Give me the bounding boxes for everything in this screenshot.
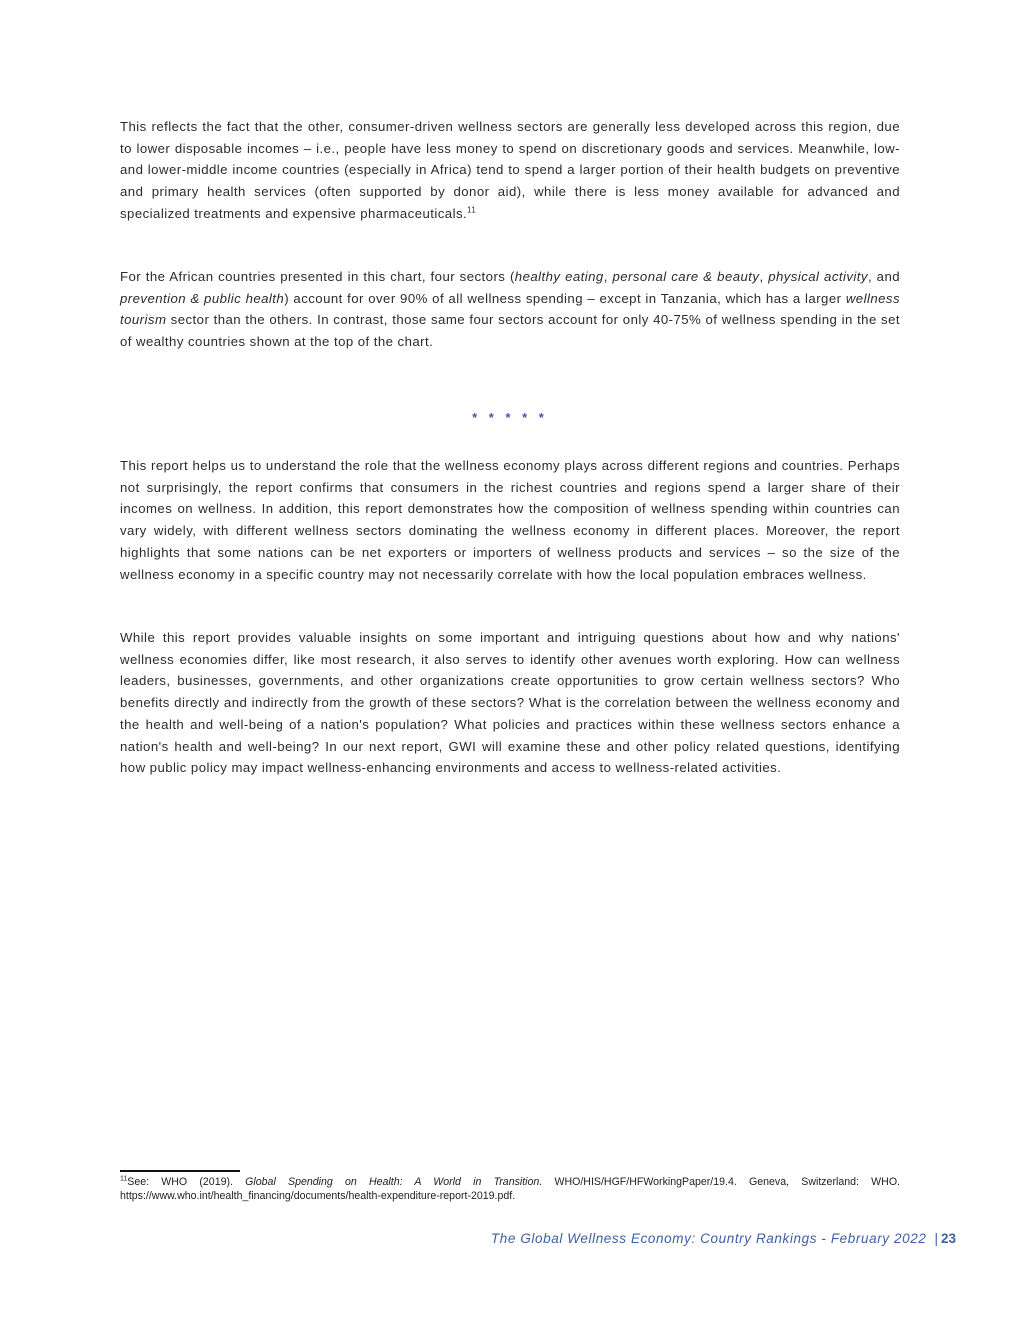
page-footer (491, 1231, 956, 1246)
paragraph-2-text: , and (867, 269, 901, 284)
paragraph-3: This report helps us to understand the role that the wellness economy plays across different regions and countries. Perhaps not surprisingly, the report confirms that consumers in the richest countries and regions spend a larger share of their incomes on wellness. In addition, this report demonstrates how the composition of wellness spending within countries can vary widely, with different wellness sectors dominating the wellness economy in different places. Moreover, the report highlights that some nations can be net exporters or importers of wellness products and services – so the size of the wellness economy in a specific country may not necessarily correlate with how the local population embraces wellness. (120, 458, 900, 582)
paragraph-2-text: For the African countries presented in this chart, four sectors ( (120, 269, 515, 284)
paragraph-2 (120, 266, 900, 353)
paragraph-2-text: sector than the others. In contrast, those same four sectors account for only 40-75% of wellness spending in the set of wealthy countries shown at the top of the chart. (120, 312, 900, 350)
paragraph-4: While this report provides valuable insights on some important and intriguing questions about how and why nations' wellness economies differ, like most research, it also serves to identify other avenues worth exploring. How can wellness leaders, businesses, governments, and other organizations create opportunities to grow certain wellness sectors? Who benefits directly and indirectly from the growth of these sectors? What is the correlation between the wellness economy and the health and well-being of a nation's population? What policies and practices within these wellness sectors enhance a nation's health and well-being? In our next report, GWI will examine these and other policy related questions, identifying how public policy may impact wellness-enhancing environments and access to wellness-related activities. (120, 630, 900, 776)
paragraph-2-text: , (759, 269, 769, 284)
footer-report-title: The Global Wellness Economy: Country Rankings - February 2022 (490, 1231, 927, 1246)
footnote-marker: 11 (120, 1175, 128, 1183)
footer-separator: | (934, 1231, 938, 1246)
footnote-reference[interactable]: 11 (467, 205, 477, 215)
section-separator: * * * * * (472, 410, 548, 425)
footnote-suffix[interactable]: WHO/HIS/HGF/HFWorkingPaper/19.4. Geneva, Switzerland: WHO. https://www.who.int/health_financing/documents/health-expenditure-report-2019.pdf. (120, 1176, 900, 1202)
sector-healthy-eating: healthy eating (514, 269, 604, 284)
footnote-source-title: Global Spending on Health: A World in Transition. (245, 1176, 543, 1188)
sector-wellness-tourism: wellness tourism (120, 290, 900, 328)
footnote-prefix: See: WHO (2019). (127, 1176, 246, 1188)
paragraph-1 (120, 116, 900, 225)
sector-physical-activity: physical activity (768, 269, 868, 284)
sector-prevention-public-health: prevention & public health (120, 290, 285, 306)
paragraph-2-text: ) account for over 90% of all wellness spending – except in Tanzania, which has a larger (284, 290, 846, 306)
paragraph-1-text: This reflects the fact that the other, consumer-driven wellness sectors are generally less developed across this region, due to lower disposable incomes – i.e., people have less money to spend on discretionary goods and services. Meanwhile, low- and lower-middle income countries (especially in Africa) tend to spend a larger portion of their health budgets on preventive and primary health services (often supported by donor aid), while there is less money available for advanced and specialized treatments and expensive pharmaceuticals. (120, 119, 900, 221)
footnote (120, 1175, 900, 1203)
footnote-divider (120, 1170, 240, 1172)
paragraph-2-text: , (603, 269, 613, 284)
sector-personal-care-beauty: personal care & beauty (612, 269, 760, 284)
page-number: 23 (940, 1231, 956, 1246)
